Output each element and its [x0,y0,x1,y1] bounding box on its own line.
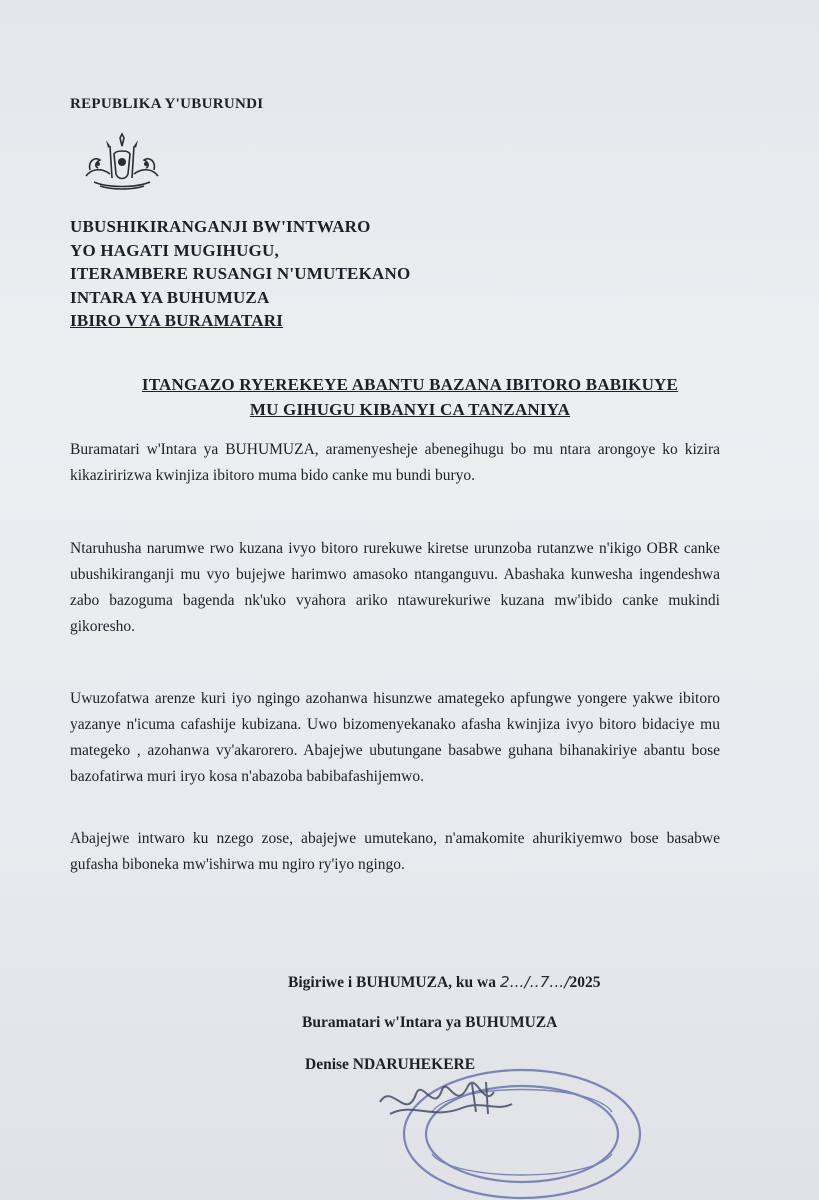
coat-of-arms-icon [80,132,164,192]
date-year: 2025 [569,974,601,991]
ministry-line-1: UBUSHIKIRANGANJI BW'INTWARO [70,217,371,236]
announcement-title [60,372,760,422]
ministry-line-4: INTARA YA BUHUMUZA [70,287,270,307]
ministry-line-5: IBIRO VYA BURAMATARI [70,311,284,330]
signatory-name: Denise NDARUHEKERE [305,1056,476,1073]
title-line-2: MU GIHUGU KIBANYI CA TANZANIYA [249,400,571,419]
ministry-line-2: YO HAGATI MUGIHUGU, [70,240,279,260]
title-line-1: ITANGAZO RYEREKEYE ABANTU BAZANA IBITORO BABIKUYE [141,375,679,394]
ministry-line-3: ITERAMBERE RUSANGI N'UMUTEKANO [70,264,411,283]
republic-heading: REPUBLIKA Y'UBURUNDI [70,96,264,112]
handwritten-date: 2.../..7.../ [499,973,570,991]
body-paragraph-4: Abajejwe intwaro ku nzego zose, abajejwe umutekano, n'amakomite ahurikiyemwo bose basabwe gufasha biboneka mw'ishirwa mu ngiro ry'iyo ngingo. [70,830,720,873]
signatory-role: Buramatari w'Intara ya BUHUMUZA [302,1014,558,1031]
signature-place-date [288,973,600,992]
body-paragraph-3: Uwuzofatwa arenze kuri iyo ngingo azohanwa hisunzwe amategeko apfungwe yongere yakwe ibitoro yazanye n'icuma cafashije kubizana. Uwo bizomenyekanako afasha kwinjiza ivyo bitoro bidaciye mu mategeko , azohanwa vy'akarorero. Abajejwe ubutungane basabwe guhana bihanakiriye abantu bose bazofatirwa muri iryo kosa n'abazoba babibafashijemwo. [70,690,720,785]
place-prefix: Bigiriwe i BUHUMUZA, ku wa [288,974,500,991]
body-paragraph-2: Ntaruhusha narumwe rwo kuzana ivyo bitoro rurekuwe kiretse urunzoba rutanzwe n'ikigo OBR canke ubushikiranganji mu vyo bujejwe harimwo amasoko ntanganguvu. Abashaka kunwesha ingendeshwa zabo bazoguma bagenda nk'uko vyahora ariko ntawurekuriwe kuzana mw'ibido canke mukindi gikoresho. [70,540,720,635]
body-paragraph-1: Buramatari w'Intara ya BUHUMUZA, aramenyesheje abenegihugu bo mu ntara arongoye ko kizira kikaziririzwa kwinjiza ibitoro muma bido canke mu bundi buryo. [70,441,720,484]
ministry-block [70,215,410,333]
